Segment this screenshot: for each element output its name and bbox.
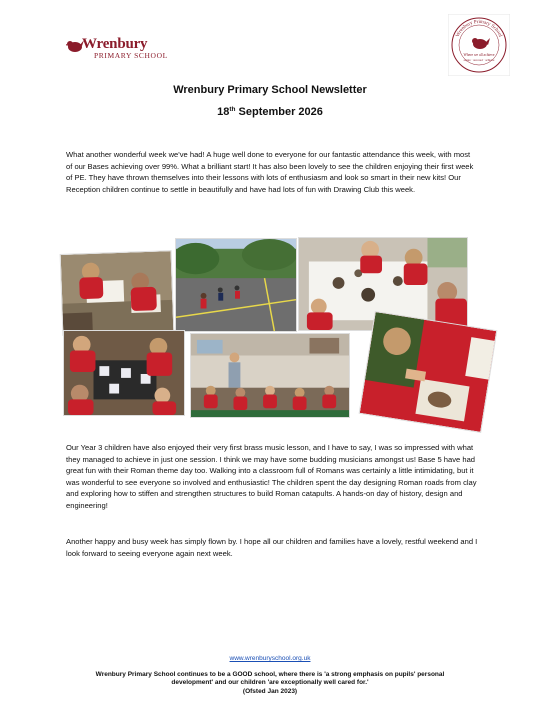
ofsted-line-2: development' and our children 'are exceptionally well cared for.' [171,679,369,687]
newsletter-title: Wrenbury Primary School Newsletter [173,84,367,96]
ofsted-line-3: (Ofsted Jan 2023) [242,687,298,695]
crest-motto: Where we all achieve [463,53,495,57]
crest-values: aspire · succeed · achieve [463,58,495,62]
school-crest [448,14,510,76]
photo-brass-music-lesson [190,333,350,418]
crest-top-text: Wrenbury Primary School [455,19,503,38]
closing-paragraph: Another happy and busy week has simply flown by. I hope all our children and families have a lovely, restful weekend and I look forward to seeing everyone again next week. [66,537,478,558]
photo-drawing-club [60,250,175,336]
photo-roman-road-model [359,311,498,433]
school-logo [66,36,166,62]
date-suffix: th [229,106,236,113]
photo-pe-lesson [175,238,297,332]
logo-subtitle: PRIMARY SCHOOL [94,51,168,60]
ofsted-statement [60,671,480,696]
year3-base5-paragraph: Our Year 3 children have also enjoyed their very first brass music lesson, and I have to say, I was so impressed with what they managed to achieve in just one session. I think we may have some budding musicians amongst us! Base 5 have had great fun with their Roman theme day too. Walking into a classroom full of Romans was certainly a little intimidating, but it was wonderful to see everyone so involved and enthusiastic! The children spent the day designing Roman roads from clay and exploring how to stiffen and strengthen structures to build Roman catapults. A hands-on day of history, design and engineering! [66,443,477,510]
logo-name: Wrenbury [82,36,148,52]
school-website-link[interactable]: www.wrenburyschool.org.uk [229,655,311,662]
date-day: 18 [217,106,230,118]
intro-paragraph: What another wonderful week we've had! A huge well done to everyone for our fantastic attendance this week, with most of our Bases achieving over 99%. What a brilliant start! It has also been lovely to see the children enjoying their first week of PE. They have thrown themselves into their lessons with lots of enthusiasm and look so smart in their new kits! Our Reception children continue to settle in beautifully and have had lots of fun with Drawing Club this week. [66,150,474,194]
newsletter-date [0,106,540,118]
ofsted-line-1: Wrenbury Primary School continues to be a GOOD school, where there is 'a strong emphasis on pupils' personal [95,671,445,678]
photo-roman-catapults [63,330,185,416]
date-rest: September 2026 [235,106,323,118]
